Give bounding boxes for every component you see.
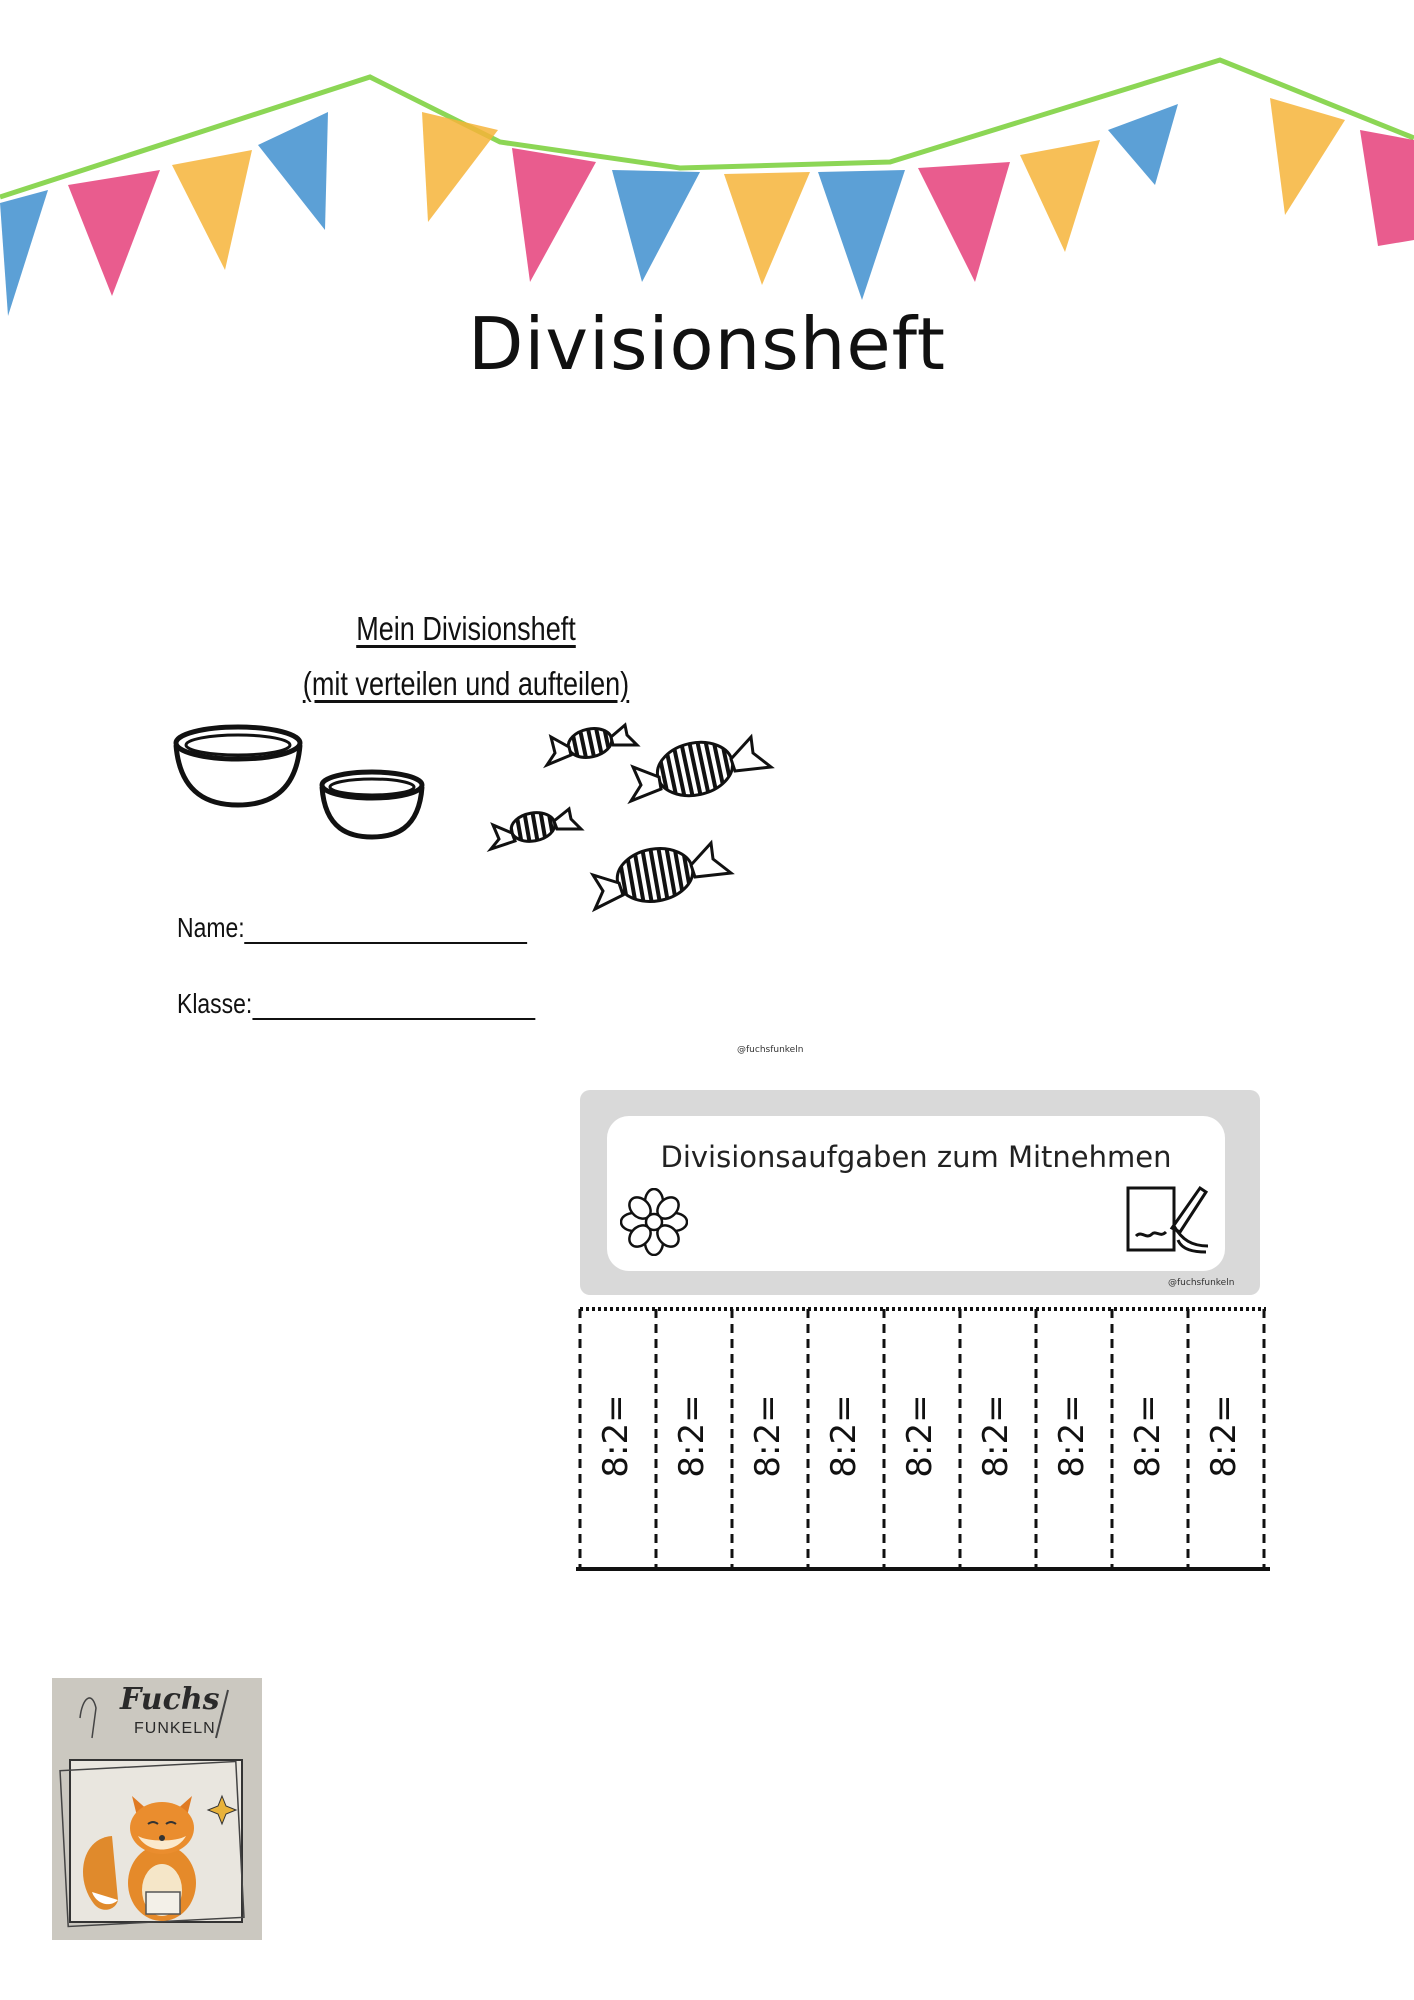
class-line[interactable] [252, 990, 535, 1020]
candy-icon [631, 736, 771, 803]
pennant-blue [818, 170, 905, 300]
strips-frame [576, 1305, 1270, 1573]
candies-illustration [485, 715, 785, 925]
candy-icon [491, 809, 581, 849]
task-strip-text: 8:2= [1204, 1393, 1244, 1478]
flower-icon [620, 1188, 688, 1256]
name-label: Name: [177, 912, 245, 943]
pennant-yellow [172, 150, 252, 270]
pennant-pink [918, 162, 1010, 282]
pennant-pink [1360, 130, 1414, 246]
cover-credit: @fuchsfunkeln [737, 1045, 804, 1055]
task-strip-text: 8:2= [900, 1393, 940, 1478]
bowls-illustration [170, 715, 440, 855]
fox-icon [52, 1678, 262, 1940]
pennant-pink [512, 148, 596, 282]
card-title: Divisionsaufgaben zum Mitnehmen [660, 1140, 1172, 1174]
task-strip-text: 8:2= [976, 1393, 1016, 1478]
pennant-pink [68, 170, 160, 296]
candy-icon [593, 843, 731, 909]
name-field[interactable] [177, 912, 528, 944]
fuchsfunkeln-logo [52, 1678, 262, 1940]
large-bowl-icon [176, 727, 300, 805]
cover-title: Mein Divisionsheft [356, 610, 576, 647]
pennant-yellow [1020, 140, 1100, 252]
task-strip-text: 8:2= [596, 1393, 636, 1478]
card-credit: @fuchsfunkeln [1168, 1278, 1235, 1288]
task-strip-text: 8:2= [672, 1393, 712, 1478]
pennant-yellow [1270, 98, 1345, 215]
pennant-blue [0, 190, 48, 316]
writing-hand-icon [1122, 1180, 1212, 1256]
pennant-blue [1108, 104, 1178, 185]
cover-subtitle: (mit verteilen und aufteilen) [302, 665, 630, 702]
class-field[interactable] [177, 988, 535, 1020]
pennant-blue [258, 112, 328, 230]
task-strip-text: 8:2= [748, 1393, 788, 1478]
logo-word-fuchs: Fuchs [120, 1682, 220, 1717]
task-strip-text: 8:2= [824, 1393, 864, 1478]
task-strip-text: 8:2= [1052, 1393, 1092, 1478]
pennant-yellow [724, 172, 810, 285]
candy-icon [547, 725, 637, 765]
class-label: Klasse: [177, 988, 253, 1019]
task-strip-text: 8:2= [1128, 1393, 1168, 1478]
name-line[interactable] [245, 914, 528, 944]
page-title: Divisionsheft [467, 302, 946, 386]
bunting-garland [0, 0, 1414, 330]
pennant-yellow [422, 112, 498, 222]
small-bowl-icon [322, 772, 422, 837]
logo-word-funkeln: FUNKELN [134, 1720, 216, 1737]
pennant-blue [612, 170, 700, 282]
